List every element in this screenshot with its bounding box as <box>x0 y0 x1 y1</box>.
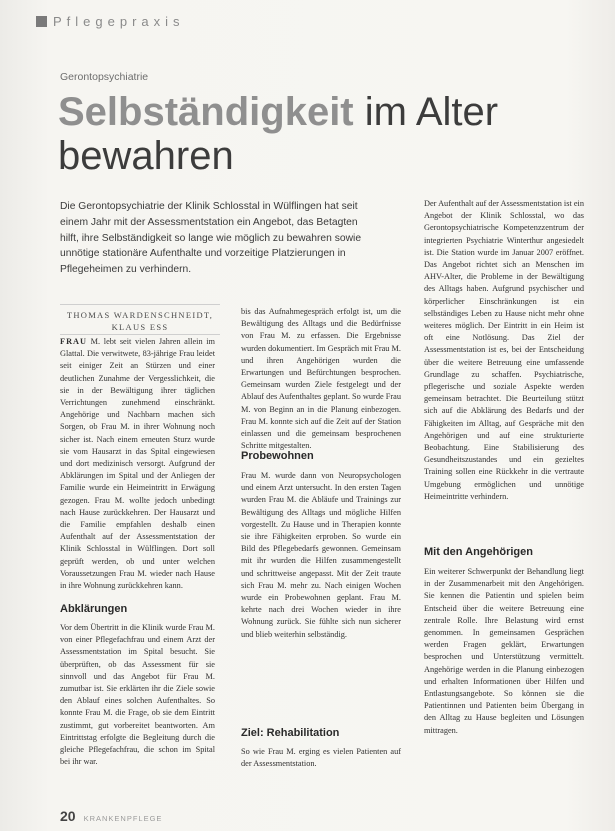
author-line-2: KLAUS ESS <box>111 322 169 332</box>
text-column-2b <box>241 470 401 716</box>
page-footer <box>60 808 162 824</box>
lead-in: FRAU <box>60 337 88 346</box>
body-paragraph: Ein weiterer Schwerpunkt der Behandlung liegt in der Zusammenarbeit mit den Angehörigen. Sie kennen die Patientin und spielen beim Entscheid über die weitere Betreuung eine zentrale Rolle. Ihre Belastung wird ernst genommen. In gemeinsamen Gesprächen werden Fragen geklärt, Erwartungen besprochen und Unterstützung vermittelt. Angehörige werden in die Planung einbezogen und erhalten Informationen über Hilfen und Entlastungsangebote. So können sie die Patientinnen und Patienten beim Übergang in den Alltag zu Hause begleiten und Lösungen mittragen. <box>424 567 584 735</box>
text-column-3b <box>424 566 584 798</box>
subhead-probewohnen: Probewohnen <box>241 450 314 462</box>
author-rule-bottom <box>60 334 220 335</box>
body-paragraph: Der Aufenthalt auf der Assessmentstation ist ein Angebot der Klinik Schlosstal, wo das Gerontopsychiatrische Kompetenzzentrum der integrierten Psychiatrie Winterthur angesiedelt ist. Die Station wurde im Januar 2007 eröffnet. Das Angebot richtet sich an Menschen im AHV-Alter, die Probleme in der Bewältigung des Alltags haben. Aufgrund psychischer und körperlicher Einschränkungen ist ein selbständiges Leben zu Hause nicht mehr ohne weiteres möglich. Der Eintritt in ein Heim ist oft eine Notlösung. Das Ziel der Assessmentstation ist es, bei der Entscheidung über die weitere Betreuung eine umfassende Grundlage zu schaffen. Psychiatrische, pflegerische und soziale Aspekte werden gemeinsam betrachtet. Die Beurteilung stützt sich auf die Abklärung des Bedarfs und der Fähigkeiten im Alltag, auf Gespräche mit den Angehörigen und auf eine strukturierte Beobachtung. Eine Stabilisierung des Gesundheitszustandes und ein gezieltes Training sollen eine Rückkehr in die vertraute Umgebung ermöglichen und unnötige Heimeintritte verhindern. <box>424 199 584 501</box>
body-paragraph: bis das Aufnahmegespräch erfolgt ist, um die Bewältigung des Alltags und die Bedürfnisse von Frau M. zu erfassen. Die Ergebnisse wurden dokumentiert. Im Gespräch mit Frau M. und ihren Angehörigen wurden die Erwartungen und Befürchtungen besprochen. Gemeinsam wurden Ziele festgelegt und der Ablauf des Aufenthaltes geplant. So wurde Frau M. von Beginn an in die Planung einbezogen. Frau M. konnte sich auf die Zeit auf der Station einlassen und die gemeinsam besprochenen Schritte mitgestalten. <box>241 307 401 451</box>
article-lead: Die Gerontopsychiatrie der Klinik Schlosstal in Wülflingen hat seit einem Jahr mit der Assessmentstation ein Angebot, das Betagten hilft, ihre Selbständigkeit so lange wie möglich zu bewahren sowie unnötige stationäre Aufenthalte und vorzeitige Platzierungen in Pflegeheimen zu verhindern. <box>60 201 362 276</box>
author-byline <box>60 309 220 333</box>
title-rest: im Alter bewahren <box>58 90 499 178</box>
page-number: 20 <box>60 808 76 824</box>
author-rule-top <box>60 304 220 305</box>
publication-name: KRANKENPFLEGE <box>83 814 163 823</box>
subhead-mit-den-angehoerigen: Mit den Angehörigen <box>424 546 533 558</box>
text-column-1 <box>60 336 215 606</box>
body-paragraph: Vor dem Übertritt in die Klinik wurde Frau M. von einer Pflegefachfrau und einem Arzt der Assessmentstation im Spital besucht. Sie überprüften, ob das Assessment für sie sinnvoll und das Angebot für Frau M. zumutbar ist. Sie erklärten ihr die Ziele sowie den Ablauf eines solchen Aufenthaltes. So konnte Frau M. die Frage, ob sie dem Eintritt zustimmt, gut vorbereitet beantworten. Am Eintrittstag erfolgte die Begleitung durch die gleiche Pflegefachfrau, die schon im Spital bei ihr war. <box>60 623 215 767</box>
paragraph-text: M. lebt seit vielen Jahren allein im Glattal. Die verwitwete, 83-jährige Frau leidet seit einiger Zeit an Stürzen und einer deutlichen Zunahme der Vergesslichkeit, die sie in der Bewältigung ihrer täglichen Verrichtungen zunehmend einschränkt. Angehörige und Nachbarn machen sich Sorgen, ob Frau M. in ihrer Wohnung noch sicher ist. Nach einem erneuten Sturz wurde sie vom Hausarzt in das Spital eingewiesen und dort medizinisch versorgt. Aufgrund der Abklärungen im Spital und der Anliegen der Familie wurde ein Heimeintritt in Erwägung gezogen. Frau M. wollte jedoch unbedingt nach Hause zurückkehren. Der Hausarzt und die Familie empfahlen deshalb einen Aufenthalt auf der Assessmentstation der Klinik Schlosstal in Wülflingen. Dort soll geprüft werden, ob und unter welchen Voraussetzungen Frau M. wieder nach Hause in ihre Wohnung zurückkehren kann. <box>60 337 215 591</box>
text-column-2 <box>241 306 401 451</box>
body-paragraph: Frau M. wurde dann von Neuropsychologen und einem Arzt untersucht. In den ersten Tagen wurden Frau M. die Abläufe und Trainings zur Bewältigung des Alltags und mögliche Hilfen vorgestellt. Zu Hause und in Therapien konnte sie ihre Fähigkeiten erproben. So wurde ein Bild des Pflegebedarfs gewonnen. Gemeinsam mit ihr wurden die Hilfen zusammengestellt und schrittweise angepasst. Mit der Zeit traute sich Frau M. mehr zu. Nach einigen Wochen wurde ein Probewohnen geplant. Frau M. kehrte nach drei Wochen wieder in ihre Wohnung zurück. Sie fühlte sich nun sicherer und blieb weiterhin selbständig. <box>241 471 401 639</box>
text-column-2c <box>241 746 401 796</box>
body-paragraph <box>60 336 215 592</box>
body-paragraph: So wie Frau M. erging es vielen Patienten auf der Assessmentstation. <box>241 747 401 769</box>
section-marker-icon <box>36 16 47 27</box>
section-label: Pflegepraxis <box>53 14 185 29</box>
title-accent: Selbständigkeit <box>58 90 354 134</box>
author-line-1: THOMAS WARDENSCHNEIDT, <box>66 310 214 320</box>
section-header <box>36 14 185 29</box>
subhead-ziel-rehabilitation: Ziel: Rehabilitation <box>241 727 340 739</box>
text-column-1b <box>60 622 215 770</box>
article-kicker: Gerontopsychiatrie <box>60 71 149 83</box>
article-title <box>58 90 578 178</box>
subhead-abklaerungen: Abklärungen <box>60 603 128 615</box>
text-column-3 <box>424 198 584 530</box>
